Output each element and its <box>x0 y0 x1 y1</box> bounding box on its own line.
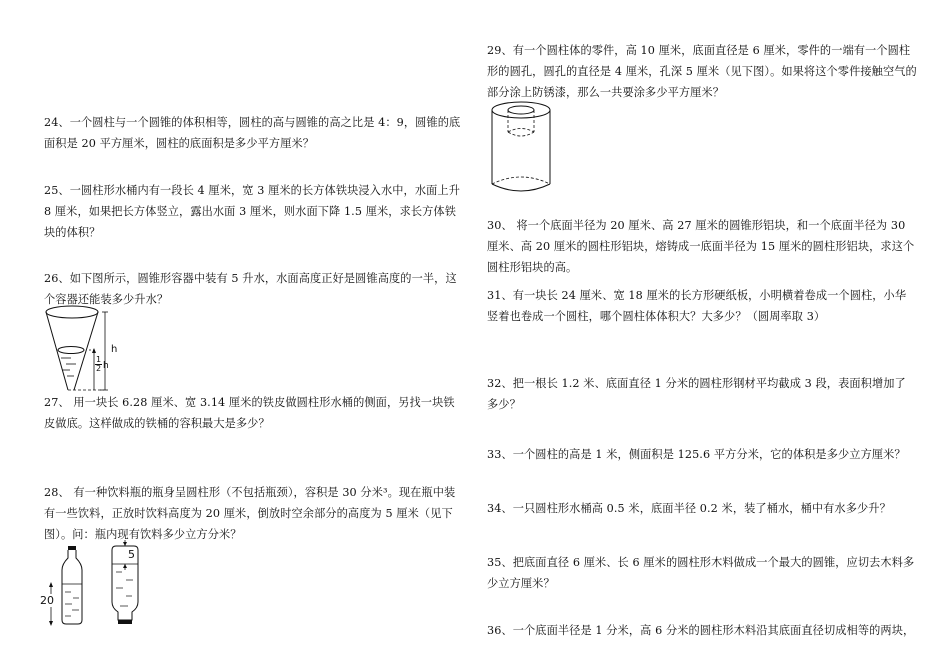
cone-figure <box>44 304 144 394</box>
question-29: 29、有一个圆柱体的零件，高 10 厘米，底面直径是 6 厘米，零件的一端有一个圆柱形的圆孔，圆孔的直径是 4 厘米，孔深 5 厘米（见下图）。如果将这个零件接触空气的部分涂上防锈漆，那么一共要涂多少平方厘米？ <box>487 44 917 99</box>
bottle-label-20: 20 <box>40 594 54 607</box>
question-34: 34、一只圆柱形水桶高 0.5 米，底面半径 0.2 米，装了桶水，桶中有水多少升？ <box>487 502 891 515</box>
cone-label-h: h <box>111 344 118 355</box>
question-26: 26、如下图所示，圆锥形容器中装有 5 升水，水面高度正好是圆锥高度的一半，这个容器还能装多少升水？ <box>44 272 457 306</box>
question-35: 35、把底面直径 6 厘米、长 6 厘米的圆柱形木料做成一个最大的圆锥，应切去木料多少立方厘米？ <box>487 556 915 590</box>
cone-label-half-h: h <box>103 361 109 371</box>
cone-label-half-den: 2 <box>96 364 102 373</box>
question-27: 27、 用一块长 6.28 厘米、宽 3.14 厘米的铁皮做圆柱形水桶的侧面，另找一块铁皮做底。这样做成的铁桶的容积最大是多少？ <box>44 396 455 430</box>
question-30: 30、 将一个底面半径为 20 厘米、高 27 厘米的圆锥形铝块，和一个底面半径为 30 厘米、高 20 厘米的圆柱形铝块，熔铸成一底面半径为 15 厘米的圆柱形铝块，求这个圆柱形铝块的高。 <box>487 219 915 274</box>
question-32: 32、把一根长 1.2 米、底面直径 1 分米的圆柱形钢材平均截成 3 段，表面积增加了多少？ <box>487 377 906 411</box>
cone-label-half-num: 1 <box>96 355 102 364</box>
question-36: 36、一个底面半径是 1 分米，高 6 分米的圆柱形木料沿其底面直径切成相等的两块， <box>487 624 915 637</box>
question-31: 31、有一块长 24 厘米、宽 18 厘米的长方形硬纸板，小明横着卷成一个圆柱，小华竖着也卷成一个圆柱，哪个圆柱体体积大？大多少？（圆周率取 3） <box>487 289 907 323</box>
cylinder-hole-figure <box>487 98 557 196</box>
bottle-label-5: 5 <box>128 548 135 561</box>
question-24: 24、一个圆柱与一个圆锥的体积相等，圆柱的高与圆锥的高之比是 4：9，圆锥的底面积是 20 平方厘米，圆柱的底面积是多少平方厘米？ <box>44 116 461 150</box>
bottle-figure <box>40 540 156 630</box>
question-33: 33、一个圆柱的高是 1 米，侧面积是 125.6 平方分米，它的体积是多少立方厘米？ <box>487 448 906 461</box>
question-28: 28、 有一种饮料瓶的瓶身呈圆柱形（不包括瓶颈），容积是 30 分米³。现在瓶中装有一些饮料，正放时饮料高度为 20 厘米，倒放时空余部分的高度为 5 厘米（见下图）。问：瓶内现有饮料多少立方分米？ <box>44 486 456 541</box>
question-25: 25、一圆柱形水桶内有一段长 4 厘米，宽 3 厘米的长方体铁块浸入水中，水面上升 8 厘米，如果把长方体竖立，露出水面 3 厘米，则水面下降 1.5 厘米，求长方体铁块的体积？ <box>44 184 460 239</box>
